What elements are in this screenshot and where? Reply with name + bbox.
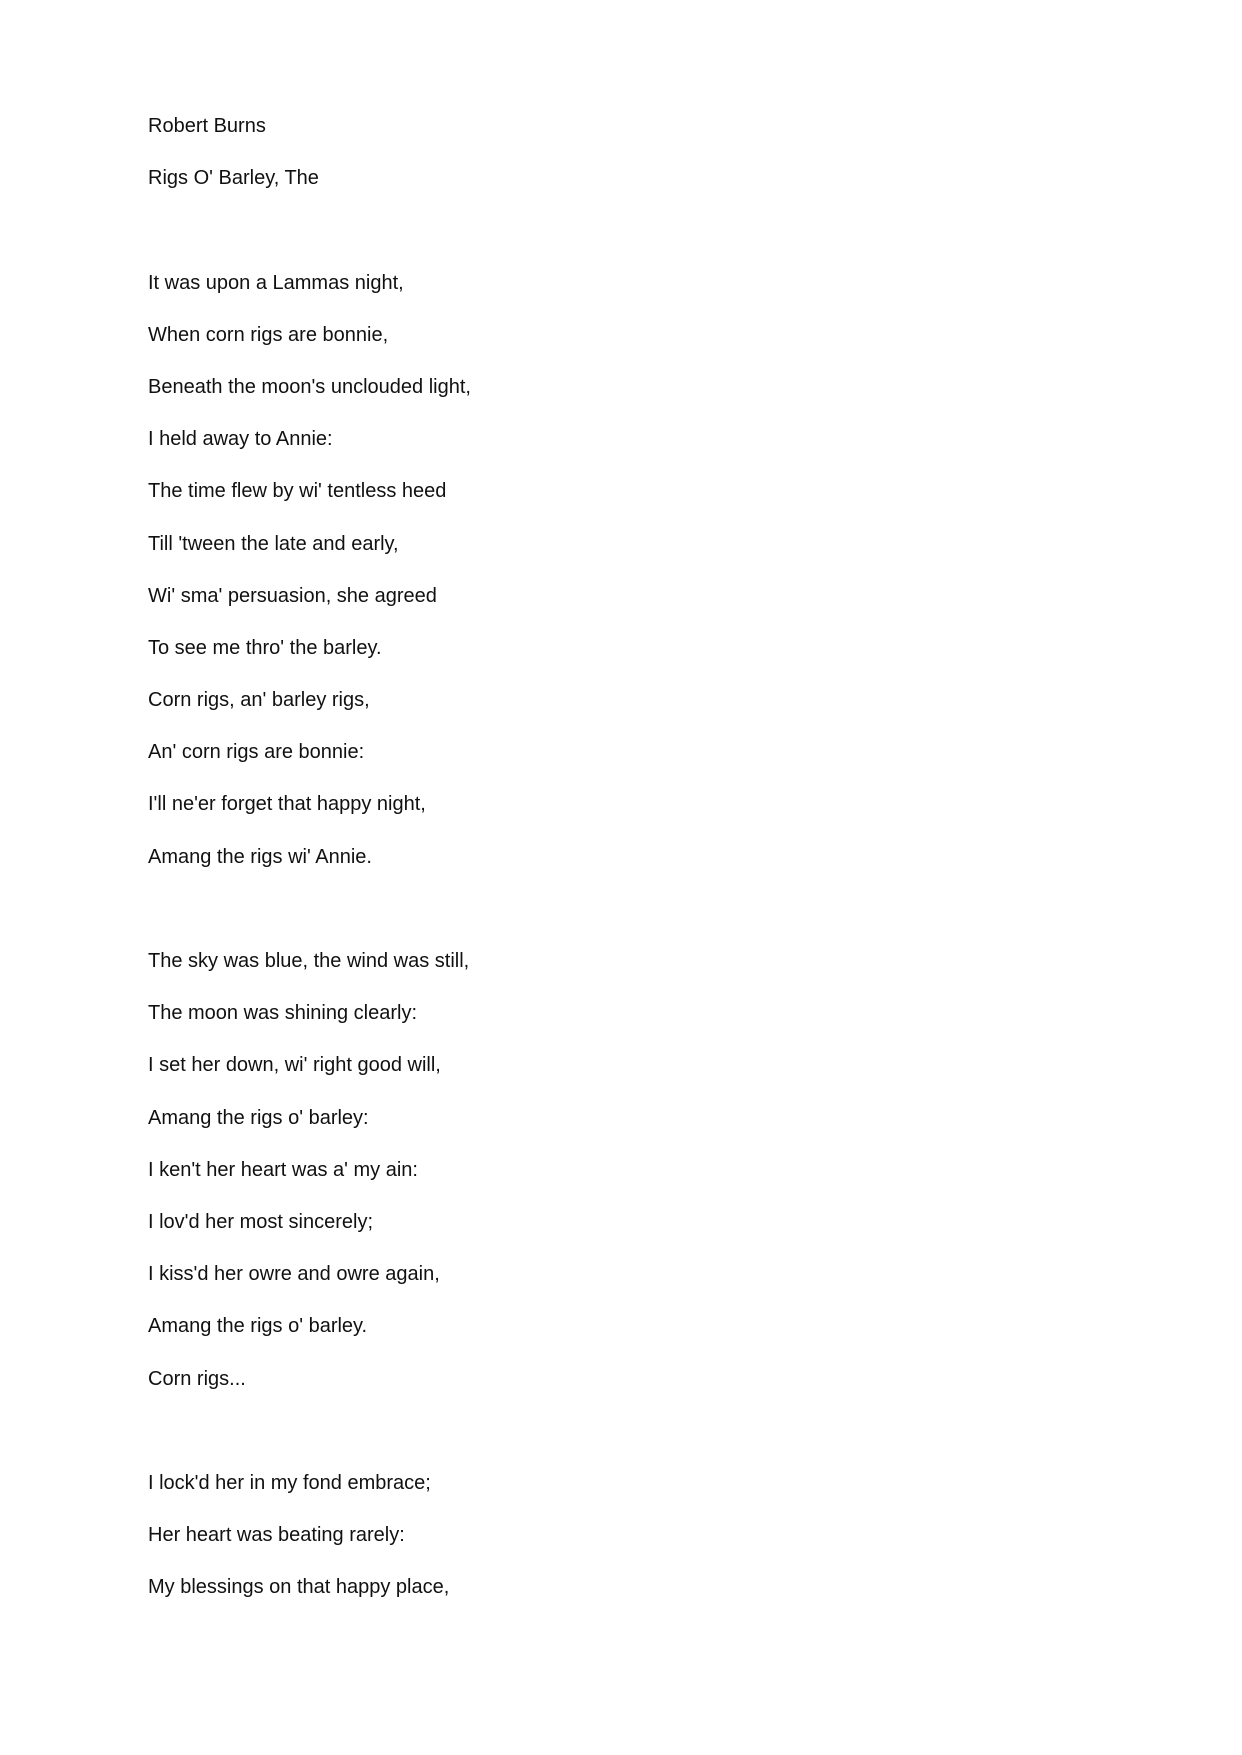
poem-line: To see me thro' the barley. [148,636,382,659]
poem-text [148,106,1048,1619]
stanza-1 [148,263,1048,889]
blank-line [148,1411,1048,1463]
poem-line: I kiss'd her owre and owre again, [148,1263,440,1286]
poem-line: Beneath the moon's unclouded light, [148,375,471,398]
poem-line: My blessings on that happy place, [148,1576,450,1599]
poem-line: I'll ne'er forget that happy night, [148,793,426,816]
poem-line: It was upon a Lammas night, [148,271,404,294]
poem-line: An' corn rigs are bonnie: [148,741,365,764]
poem-line: The time flew by wi' tentless heed [148,480,447,503]
poem-line: I ken't her heart was a' my ain: [148,1158,418,1181]
poem-line: Wi' sma' persuasion, she agreed [148,584,437,607]
poem-line: Corn rigs... [148,1367,246,1390]
poem-line: Amang the rigs o' barley. [148,1315,368,1338]
blank-line [148,889,1048,941]
poem-line: Corn rigs, an' barley rigs, [148,689,370,712]
poem-line: When corn rigs are bonnie, [148,323,389,346]
poem-line: The sky was blue, the wind was still, [148,950,470,972]
poem-line: Amang the rigs wi' Annie. [148,845,372,868]
poem-line: Amang the rigs o' barley: [148,1106,369,1129]
stanza-3 [148,1463,1048,1620]
poem-line: I lock'd her in my fond embrace; [148,1471,431,1494]
stanza-2 [148,941,1048,1411]
poem-line: I lov'd her most sincerely; [148,1210,374,1233]
poem-line: Till 'tween the late and early, [148,532,399,555]
poem-line: Her heart was beating rarely: [148,1524,405,1547]
author-name: Robert Burns [148,115,266,137]
poem-title: Rigs O' Barley, The [148,167,319,190]
blank-line [148,210,1048,262]
poem-line: I set her down, wi' right good will, [148,1054,441,1077]
poem-line: I held away to Annie: [148,428,333,451]
poem-line: The moon was shining clearly: [148,1002,418,1025]
